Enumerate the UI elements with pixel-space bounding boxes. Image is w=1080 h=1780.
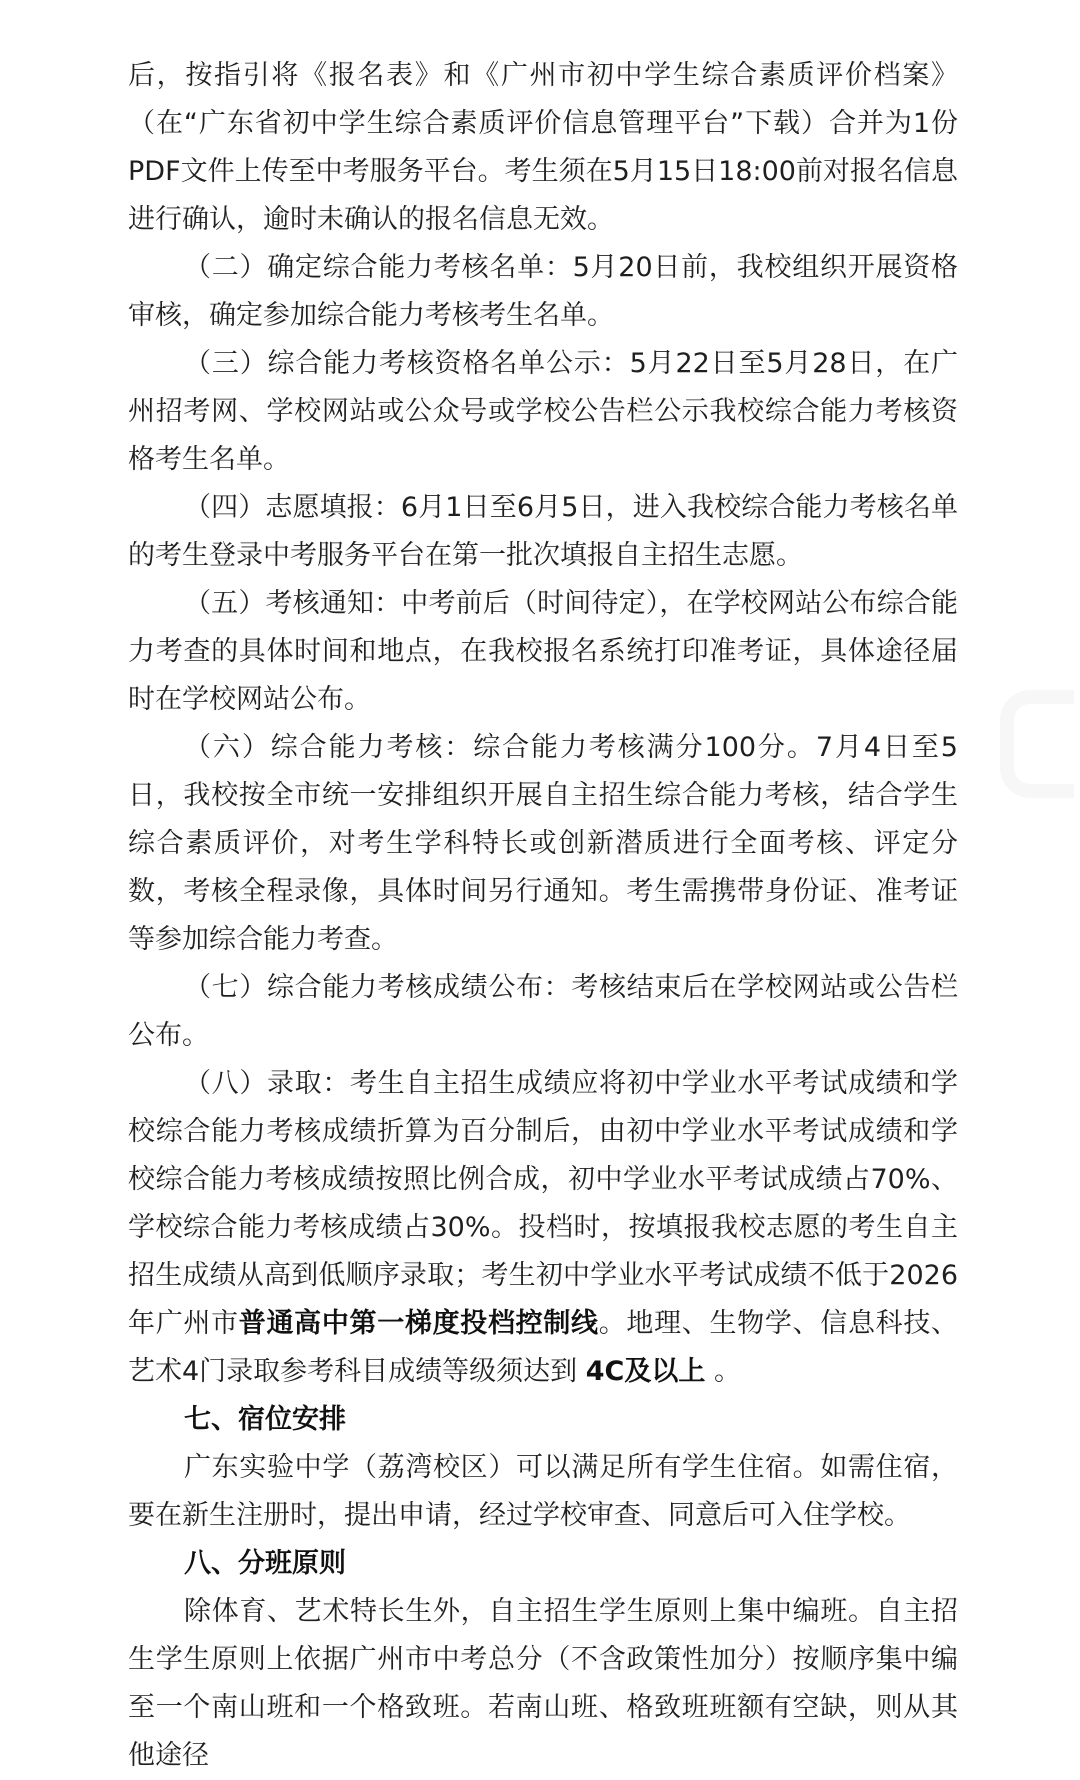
item-3-paragraph: （三）综合能力考核资格名单公示：5月22日至5月28日，在广州招考网、学校网站或公众号或学校公告栏公示我校综合能力考核资格考生名单。: [128, 348, 958, 475]
item-7-paragraph: （七）综合能力考核成绩公布：考核结束后在学校网站或公告栏公布。: [128, 972, 958, 1051]
document-body: [128, 52, 958, 1780]
item-6-paragraph: （六）综合能力考核：综合能力考核满分100分。7月4日至5日，我校按全市统一安排组织开展自主招生综合能力考核，结合学生综合素质评价，对考生学科特长或创新潜质进行全面考核、评定分数，考核全程录像，具体时间另行通知。考生需携带身份证、准考证等参加综合能力考查。: [128, 732, 958, 955]
item-4-paragraph: （四）志愿填报：6月1日至6月5日，进入我校综合能力考核名单的考生登录中考服务平台在第一批次填报自主招生志愿。: [128, 492, 958, 571]
item-8-bold-grade: 4C及以上: [585, 1356, 706, 1387]
item-8-paragraph: [128, 1060, 958, 1396]
section-8-body: 除体育、艺术特长生外，自主招生学生原则上集中编班。自主招生学生原则上依据广州市中考总分（不含政策性加分）按顺序集中编至一个南山班和一个格致班。若南山班、格致班班额有空缺，则从其他途径: [128, 1596, 958, 1771]
item-2-paragraph: （二）确定综合能力考核名单：5月20日前，我校组织开展资格审核，确定参加综合能力考核考生名单。: [128, 252, 958, 331]
item-8-bold-control-line: 普通高中第一梯度投档控制线: [238, 1308, 599, 1339]
section-7-heading: 七、宿位安排: [184, 1404, 346, 1435]
item-8-text-part2: 。地理、生物学、信息科技、艺术4门录取参考科目成绩等级须达到: [128, 1308, 959, 1387]
section-8-heading: 八、分班原则: [184, 1548, 346, 1579]
intro-paragraph: 后，按指引将《报名表》和《广州市初中学生综合素质评价档案》（在“广东省初中学生综合素质评价信息管理平台”下载）合并为1份PDF文件上传至中考服务平台。考生须在5月15日18:00前对报名信息进行确认，逾时未确认的报名信息无效。: [128, 60, 958, 235]
section-7-body: 广东实验中学（荔湾校区）可以满足所有学生住宿。如需住宿，要在新生注册时，提出申请，经过学校审查、同意后可入住学校。: [128, 1452, 958, 1531]
faint-watermark-mark: [1000, 690, 1074, 798]
item-8-text-part3: 。: [705, 1356, 741, 1387]
item-5-paragraph: （五）考核通知：中考前后（时间待定），在学校网站公布综合能力考查的具体时间和地点，在我校报名系统打印准考证，具体途径届时在学校网站公布。: [128, 588, 958, 715]
item-8-text-part1: （八）录取：考生自主招生成绩应将初中学业水平考试成绩和学校综合能力考核成绩折算为百分制后，由初中学业水平考试成绩和学校综合能力考核成绩按照比例合成，初中学业水平考试成绩占70%、学校综合能力考核成绩占30%。投档时，按填报我校志愿的考生自主招生成绩从高到低顺序录取；考生初中学业水平考试成绩不低于2026年广州市: [128, 1068, 958, 1339]
